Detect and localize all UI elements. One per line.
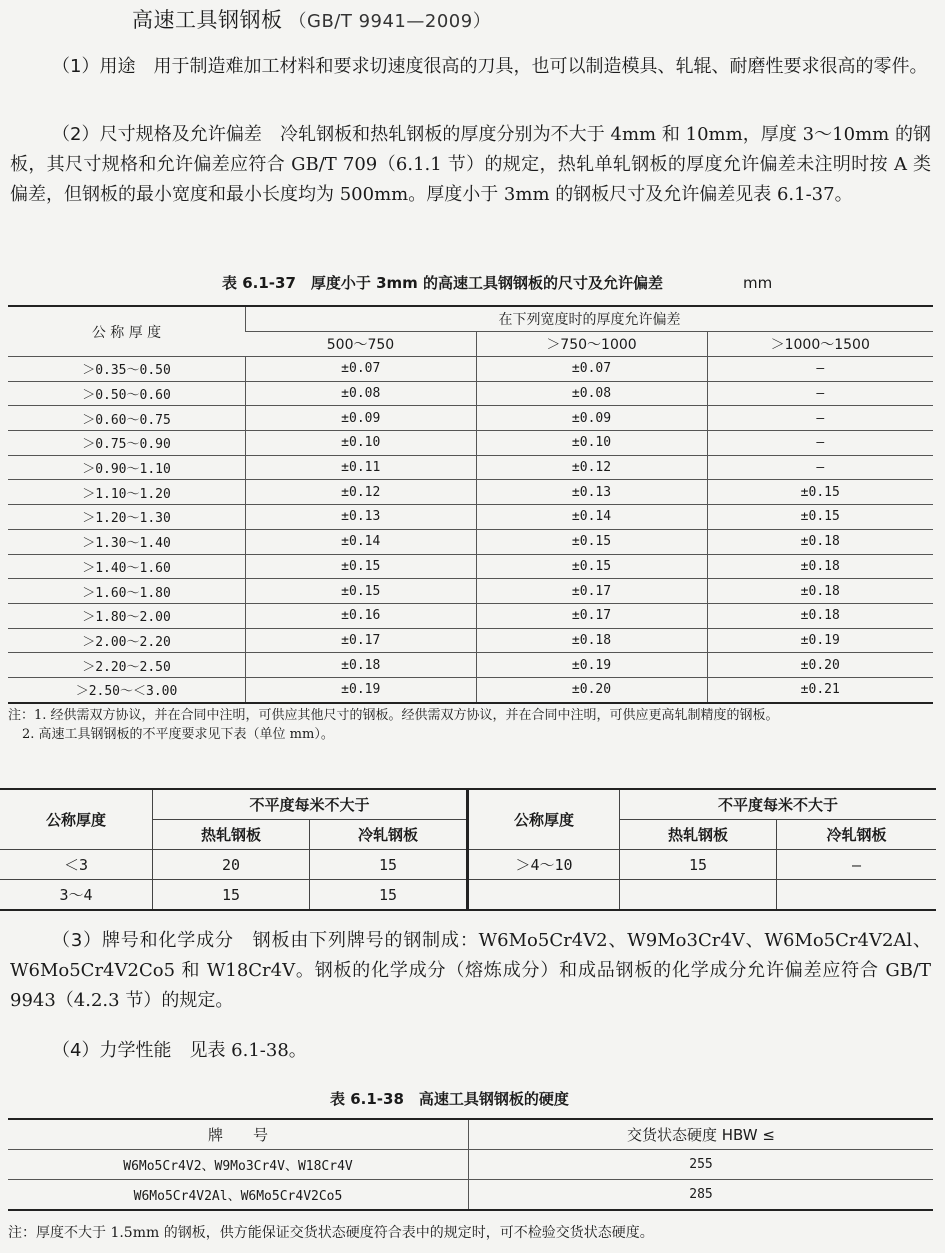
- header-thickness-left: 公称厚度: [0, 789, 153, 850]
- cell-tolerance: ±0.20: [476, 677, 707, 702]
- cell-tolerance: ±0.19: [476, 653, 707, 678]
- cell-tolerance: ±0.10: [246, 431, 477, 456]
- table-row: [8, 653, 933, 678]
- cell-tolerance: ±0.21: [707, 677, 933, 702]
- header-width-group: 在下列宽度时的厚度允许偏差: [246, 306, 934, 332]
- cell-grade: W6Mo5Cr4V2Al、W6Mo5Cr4V2Co5: [8, 1180, 469, 1211]
- header-flatness-left: 不平度每米不大于: [153, 789, 468, 820]
- cell-thickness: ＞1.20～1.30: [8, 505, 246, 530]
- paragraph-text: 钢板由下列牌号的钢制成：W6Mo5Cr4V2、W9Mo3Cr4V、W6Mo5Cr4V2Al、W6Mo5Cr4V2Co5 和 W18Cr4V。钢板的化学成分（熔炼成分）和成品钢板的化学成分允许偏差应符合 GB/T 9943（4.2.3 节）的规定。: [10, 930, 932, 1011]
- cell-tolerance: —: [707, 455, 933, 480]
- cell-thickness: ＞1.40～1.60: [8, 554, 246, 579]
- cell: [468, 880, 620, 911]
- cell-tolerance: ±0.08: [476, 381, 707, 406]
- table-row: [8, 431, 933, 456]
- cell: 3～4: [0, 880, 153, 911]
- cell-tolerance: ±0.10: [476, 431, 707, 456]
- cell-tolerance: ±0.14: [476, 505, 707, 530]
- header-hot-left: 热轧钢板: [153, 820, 310, 850]
- paragraph-text: 冷轧钢板和热轧钢板的厚度分别为不大于 4mm 和 10mm，厚度 3～10mm 的钢板，其尺寸规格和允许偏差应符合 GB/T 709（6.1.1 节）的规定，热轧单轧钢板的厚度允许偏差未注明时按 A 类偏差，但钢板的最小宽度和最小长度均为 500mm。厚度小于 3mm 的钢板尺寸及允许偏差见表 6.1-37。: [10, 124, 932, 205]
- cell-tolerance: —: [707, 406, 933, 431]
- cell-thickness: ＞2.20～2.50: [8, 653, 246, 678]
- unit-label: mm: [743, 274, 773, 292]
- table-notes: [8, 706, 931, 744]
- cell-tolerance: ±0.16: [246, 603, 477, 628]
- cell-tolerance: ±0.15: [707, 480, 933, 505]
- cell-tolerance: ±0.17: [246, 628, 477, 653]
- paragraph-heading: （4）力学性能: [52, 1040, 172, 1061]
- table-row: [8, 480, 933, 505]
- cell-thickness: ＞2.00～2.20: [8, 628, 246, 653]
- cell-tolerance: ±0.18: [707, 603, 933, 628]
- cell-tolerance: ±0.20: [707, 653, 933, 678]
- header-thickness: 公 称 厚 度: [8, 306, 246, 357]
- cell-tolerance: ±0.17: [476, 603, 707, 628]
- cell-hardness: 255: [469, 1150, 934, 1180]
- header-hardness: 交货状态硬度 HBW ≤: [469, 1119, 934, 1150]
- table-row: [8, 357, 933, 382]
- cell-thickness: ＞2.50～＜3.00: [8, 677, 246, 702]
- header-width-3: ＞1000～1500: [707, 332, 933, 357]
- cell-tolerance: ±0.13: [246, 505, 477, 530]
- table-row: [8, 529, 933, 554]
- header-thickness-right: 公称厚度: [468, 789, 620, 850]
- cell-tolerance: —: [707, 357, 933, 382]
- hardness-table: [8, 1118, 933, 1211]
- cell-thickness: ＞0.75～0.90: [8, 431, 246, 456]
- cell: [620, 880, 777, 911]
- header-cold-left: 冷轧钢板: [310, 820, 468, 850]
- cell-tolerance: ±0.14: [246, 529, 477, 554]
- hardness-note: 注：厚度不大于 1.5mm 的钢板，供方能保证交货状态硬度符合表中的规定时，可不检验交货状态硬度。: [8, 1225, 654, 1241]
- cell-thickness: ＞0.50～0.60: [8, 381, 246, 406]
- note-1: 注：1. 经供需双方协议，并在合同中注明，可供应其他尺寸的钢板。经供需双方协议，并在合同中注明，可供应更高轧制精度的钢板。: [8, 708, 779, 723]
- cell-tolerance: ±0.09: [246, 406, 477, 431]
- cell-hardness: 285: [469, 1180, 934, 1211]
- header-cold-right: 冷轧钢板: [777, 820, 937, 850]
- cell-tolerance: —: [707, 381, 933, 406]
- table-caption-6-1-37: [222, 272, 772, 293]
- cell-tolerance: ±0.07: [476, 357, 707, 382]
- cell-tolerance: ±0.19: [707, 628, 933, 653]
- section-title: [132, 4, 491, 34]
- paragraph-heading: （2）尺寸规格及允许偏差: [52, 124, 262, 145]
- cell-tolerance: ±0.18: [246, 653, 477, 678]
- paragraph-grade: [10, 926, 931, 1016]
- paragraph-text: 用于制造难加工材料和要求切速度很高的刀具，也可以制造模具、轧辊、耐磨性要求很高的零件。: [153, 56, 928, 77]
- table-row: [8, 554, 933, 579]
- table-row: [8, 1150, 933, 1180]
- cell-tolerance: ±0.17: [476, 579, 707, 604]
- cell: 15: [310, 850, 468, 880]
- header-flatness-right: 不平度每米不大于: [620, 789, 937, 820]
- paragraph-text: 见表 6.1-38。: [189, 1040, 307, 1061]
- flatness-table: [0, 788, 936, 911]
- cell-tolerance: ±0.18: [707, 529, 933, 554]
- table-row: [8, 1180, 933, 1211]
- cell-thickness: ＞1.60～1.80: [8, 579, 246, 604]
- table-row: [8, 455, 933, 480]
- cell-tolerance: ±0.18: [476, 628, 707, 653]
- paragraph-mech: [10, 1036, 931, 1066]
- title-text: 高速工具钢钢板: [132, 8, 283, 32]
- cell-tolerance: ±0.18: [707, 579, 933, 604]
- table-row: [8, 381, 933, 406]
- cell-tolerance: ±0.08: [246, 381, 477, 406]
- table-row: [8, 628, 933, 653]
- cell-tolerance: ±0.15: [476, 554, 707, 579]
- cell: ＜3: [0, 850, 153, 880]
- table-caption-6-1-38: 表 6.1-38 高速工具钢钢板的硬度: [330, 1090, 569, 1108]
- cell-thickness: ＞0.35～0.50: [8, 357, 246, 382]
- cell-thickness: ＞1.30～1.40: [8, 529, 246, 554]
- header-width-2: ＞750～1000: [476, 332, 707, 357]
- cell-tolerance: ±0.09: [476, 406, 707, 431]
- table-row: [8, 677, 933, 702]
- standard-number: （GB/T 9941—2009）: [288, 11, 492, 32]
- cell-tolerance: ±0.19: [246, 677, 477, 702]
- table-row: [8, 505, 933, 530]
- table-row: [8, 603, 933, 628]
- cell: 15: [310, 880, 468, 911]
- paragraph-size: [10, 120, 931, 210]
- cell-tolerance: ±0.15: [476, 529, 707, 554]
- table-row: [8, 579, 933, 604]
- caption-text: 表 6.1-37 厚度小于 3mm 的高速工具钢钢板的尺寸及允许偏差: [222, 274, 664, 292]
- header-hot-right: 热轧钢板: [620, 820, 777, 850]
- cell-tolerance: ±0.11: [246, 455, 477, 480]
- cell-thickness: ＞1.80～2.00: [8, 603, 246, 628]
- cell-thickness: ＞0.60～0.75: [8, 406, 246, 431]
- cell: 15: [620, 850, 777, 880]
- cell-tolerance: ±0.15: [707, 505, 933, 530]
- cell-tolerance: ±0.12: [246, 480, 477, 505]
- table-row: [0, 880, 936, 911]
- cell: ＞4～10: [468, 850, 620, 880]
- cell-tolerance: ±0.18: [707, 554, 933, 579]
- table-row: [8, 406, 933, 431]
- cell: 20: [153, 850, 310, 880]
- header-grade: 牌 号: [8, 1119, 469, 1150]
- cell: 15: [153, 880, 310, 911]
- cell-tolerance: ±0.07: [246, 357, 477, 382]
- note-2: 2. 高速工具钢钢板的不平度要求见下表（单位 mm）。: [22, 727, 334, 742]
- cell: —: [777, 850, 937, 880]
- cell-thickness: ＞0.90～1.10: [8, 455, 246, 480]
- cell-grade: W6Mo5Cr4V2、W9Mo3Cr4V、W18Cr4V: [8, 1150, 469, 1180]
- paragraph-use: [10, 52, 931, 82]
- cell-tolerance: ±0.15: [246, 554, 477, 579]
- paragraph-heading: （3）牌号和化学成分: [52, 930, 234, 951]
- cell-tolerance: —: [707, 431, 933, 456]
- table-row: [0, 850, 936, 880]
- cell-tolerance: ±0.15: [246, 579, 477, 604]
- cell-thickness: ＞1.10～1.20: [8, 480, 246, 505]
- paragraph-heading: （1）用途: [52, 56, 136, 77]
- header-width-1: 500～750: [246, 332, 477, 357]
- cell-tolerance: ±0.13: [476, 480, 707, 505]
- cell: [777, 880, 937, 911]
- tolerance-table: [8, 305, 933, 704]
- cell-tolerance: ±0.12: [476, 455, 707, 480]
